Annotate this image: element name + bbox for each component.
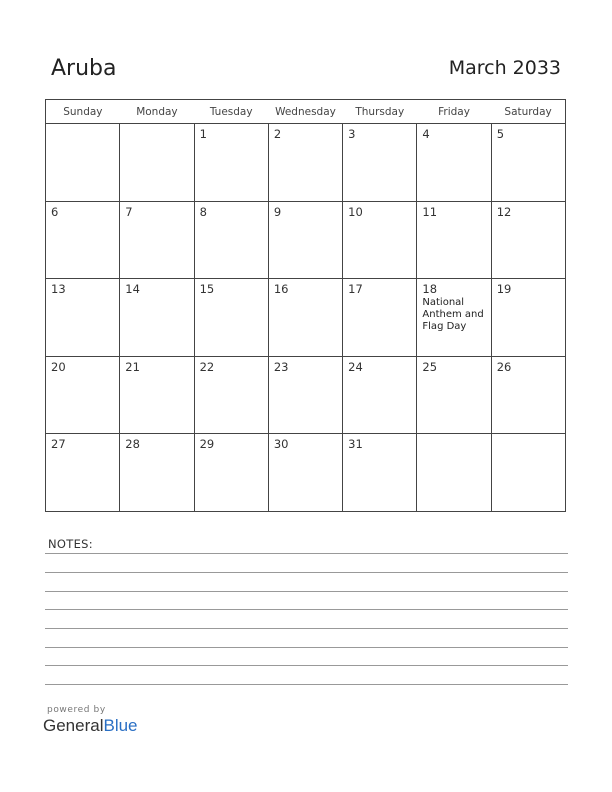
day-number: 25 bbox=[422, 359, 438, 374]
calendar-week-row bbox=[46, 279, 566, 357]
note-line bbox=[45, 609, 568, 610]
day-number: 26 bbox=[496, 359, 512, 374]
day-cell-17 bbox=[343, 279, 417, 357]
note-line bbox=[45, 665, 568, 666]
day-number: 8 bbox=[199, 204, 207, 219]
day-number: 6 bbox=[51, 204, 59, 219]
day-number: 17 bbox=[348, 282, 363, 297]
month-year-title: March 2033 bbox=[448, 57, 561, 79]
empty-day-cell bbox=[120, 124, 194, 202]
day-cell-11 bbox=[417, 201, 491, 279]
day-cell-9 bbox=[268, 201, 342, 279]
weekday-tuesday: Tuesday bbox=[194, 100, 268, 124]
day-number: 13 bbox=[51, 282, 66, 297]
day-cell-28 bbox=[120, 434, 194, 512]
day-cell-30 bbox=[268, 434, 342, 512]
weekday-header-row bbox=[46, 100, 566, 124]
note-line bbox=[45, 553, 568, 554]
day-number: 18 bbox=[422, 282, 438, 297]
day-number: 2 bbox=[273, 127, 282, 141]
note-line bbox=[45, 647, 568, 648]
weekday-friday: Friday bbox=[417, 100, 491, 124]
day-cell-19 bbox=[491, 279, 565, 357]
day-cell-14 bbox=[120, 279, 194, 357]
day-number: 27 bbox=[51, 437, 66, 452]
calendar-week-row bbox=[46, 356, 566, 434]
day-cell-3 bbox=[343, 124, 417, 202]
day-number: 11 bbox=[422, 204, 438, 219]
day-number: 4 bbox=[422, 127, 430, 141]
day-number: 16 bbox=[273, 282, 289, 297]
day-number: 10 bbox=[348, 204, 363, 219]
country-title: Aruba bbox=[51, 56, 117, 81]
day-cell-26 bbox=[491, 356, 565, 434]
day-number: 5 bbox=[496, 127, 505, 141]
calendar-week-row bbox=[46, 434, 566, 512]
weekday-saturday: Saturday bbox=[491, 100, 565, 124]
day-number: 31 bbox=[348, 437, 363, 452]
day-cell-7 bbox=[120, 201, 194, 279]
day-number: 21 bbox=[125, 359, 140, 374]
day-cell-16 bbox=[268, 279, 342, 357]
day-number: 19 bbox=[496, 282, 512, 297]
weekday-wednesday: Wednesday bbox=[268, 100, 342, 124]
day-cell-23 bbox=[268, 356, 342, 434]
generalblue-logo[interactable] bbox=[43, 716, 138, 736]
day-number: 22 bbox=[199, 359, 215, 374]
day-number: 30 bbox=[273, 437, 289, 452]
day-cell-29 bbox=[194, 434, 268, 512]
day-number: 23 bbox=[273, 359, 289, 374]
powered-by-text: powered by bbox=[47, 705, 106, 715]
day-cell-4 bbox=[417, 124, 491, 202]
note-line bbox=[45, 628, 568, 629]
holiday-event: National Anthem and Flag Day bbox=[422, 297, 484, 333]
note-line bbox=[45, 591, 568, 592]
day-number: 12 bbox=[496, 204, 512, 219]
day-number: 28 bbox=[125, 437, 140, 452]
day-number: 14 bbox=[125, 282, 140, 297]
day-cell-10 bbox=[343, 201, 417, 279]
day-number: 3 bbox=[348, 127, 356, 141]
weekday-monday: Monday bbox=[120, 100, 194, 124]
note-line bbox=[45, 684, 568, 685]
day-cell-22 bbox=[194, 356, 268, 434]
brand-blue: Blue bbox=[103, 716, 138, 735]
calendar-week-row bbox=[46, 201, 566, 279]
day-number: 1 bbox=[199, 127, 207, 141]
weekday-thursday: Thursday bbox=[343, 100, 417, 124]
day-number: 20 bbox=[51, 359, 66, 374]
day-cell-2 bbox=[268, 124, 342, 202]
day-number: 24 bbox=[348, 359, 363, 374]
day-number: 7 bbox=[125, 204, 133, 219]
day-cell-15 bbox=[194, 279, 268, 357]
day-cell-21 bbox=[120, 356, 194, 434]
day-cell-18 bbox=[417, 279, 491, 357]
day-cell-6 bbox=[46, 201, 120, 279]
day-cell-5 bbox=[491, 124, 565, 202]
calendar-week-row bbox=[46, 124, 566, 202]
day-cell-8 bbox=[194, 201, 268, 279]
day-number: 15 bbox=[199, 282, 215, 297]
day-cell-12 bbox=[491, 201, 565, 279]
day-cell-27 bbox=[46, 434, 120, 512]
day-number: 9 bbox=[273, 204, 282, 219]
brand-general: General bbox=[43, 716, 104, 735]
empty-day-cell bbox=[491, 434, 565, 512]
day-number: 29 bbox=[199, 437, 215, 452]
empty-day-cell bbox=[417, 434, 491, 512]
calendar-grid bbox=[45, 99, 566, 512]
notes-label: NOTES: bbox=[48, 537, 93, 551]
day-cell-24 bbox=[343, 356, 417, 434]
empty-day-cell bbox=[46, 124, 120, 202]
day-cell-13 bbox=[46, 279, 120, 357]
day-cell-1 bbox=[194, 124, 268, 202]
day-cell-20 bbox=[46, 356, 120, 434]
weekday-sunday: Sunday bbox=[46, 100, 120, 124]
note-line bbox=[45, 572, 568, 573]
day-cell-31 bbox=[343, 434, 417, 512]
day-cell-25 bbox=[417, 356, 491, 434]
